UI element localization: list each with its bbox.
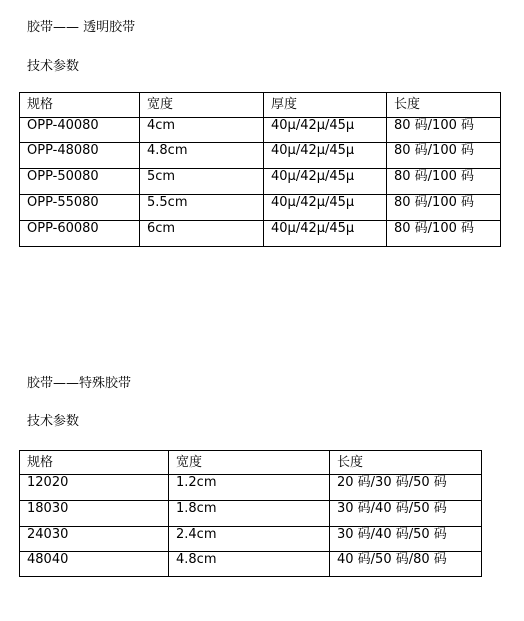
cell-thickness: 40μ/42μ/45μ (264, 143, 387, 169)
cell-length: 80 码/100 码 (387, 118, 501, 143)
spec-table-special (19, 450, 482, 577)
cell-spec: OPP-50080 (20, 169, 140, 195)
table-row (20, 169, 501, 195)
cell-width: 6cm (140, 221, 264, 247)
cell-length: 80 码/100 码 (387, 143, 501, 169)
spec-table-transparent (19, 92, 501, 247)
cell-width: 2.4cm (169, 527, 330, 552)
cell-thickness: 40μ/42μ/45μ (264, 118, 387, 143)
cell-spec: OPP-55080 (20, 195, 140, 221)
table-header-row (20, 451, 482, 475)
cell-spec: 24030 (20, 527, 169, 552)
cell-width: 4cm (140, 118, 264, 143)
cell-spec: OPP-48080 (20, 143, 140, 169)
cell-length: 80 码/100 码 (387, 195, 501, 221)
table-row (20, 221, 501, 247)
cell-thickness: 40μ/42μ/45μ (264, 195, 387, 221)
cell-spec: 48040 (20, 552, 169, 577)
header-spec: 规格 (20, 93, 140, 118)
cell-length: 20 码/30 码/50 码 (330, 475, 482, 501)
table-header-row (20, 93, 501, 118)
table-row (20, 475, 482, 501)
table-row (20, 527, 482, 552)
table-row (20, 195, 501, 221)
header-length: 长度 (330, 451, 482, 475)
cell-width: 5.5cm (140, 195, 264, 221)
table-row (20, 552, 482, 577)
table-row (20, 501, 482, 527)
cell-width: 1.2cm (169, 475, 330, 501)
cell-width: 1.8cm (169, 501, 330, 527)
cell-spec: 18030 (20, 501, 169, 527)
cell-length: 40 码/50 码/80 码 (330, 552, 482, 577)
header-thickness: 厚度 (264, 93, 387, 118)
cell-spec: OPP-40080 (20, 118, 140, 143)
section-1-subtitle: 技术参数 (27, 59, 80, 74)
header-spec: 规格 (20, 451, 169, 475)
header-width: 宽度 (140, 93, 264, 118)
cell-length: 30 码/40 码/50 码 (330, 501, 482, 527)
cell-width: 5cm (140, 169, 264, 195)
cell-length: 80 码/100 码 (387, 169, 501, 195)
cell-thickness: 40μ/42μ/45μ (264, 221, 387, 247)
section-2-subtitle: 技术参数 (27, 414, 80, 429)
cell-width: 4.8cm (140, 143, 264, 169)
table-row (20, 118, 501, 143)
header-width: 宽度 (169, 451, 330, 475)
cell-width: 4.8cm (169, 552, 330, 577)
table-row (20, 143, 501, 169)
cell-spec: 12020 (20, 475, 169, 501)
section-1-title: 胶带—— 透明胶带 (27, 20, 136, 35)
cell-spec: OPP-60080 (20, 221, 140, 247)
section-2-title: 胶带——特殊胶带 (27, 376, 132, 391)
cell-length: 30 码/40 码/50 码 (330, 527, 482, 552)
header-length: 长度 (387, 93, 501, 118)
cell-length: 80 码/100 码 (387, 221, 501, 247)
cell-thickness: 40μ/42μ/45μ (264, 169, 387, 195)
